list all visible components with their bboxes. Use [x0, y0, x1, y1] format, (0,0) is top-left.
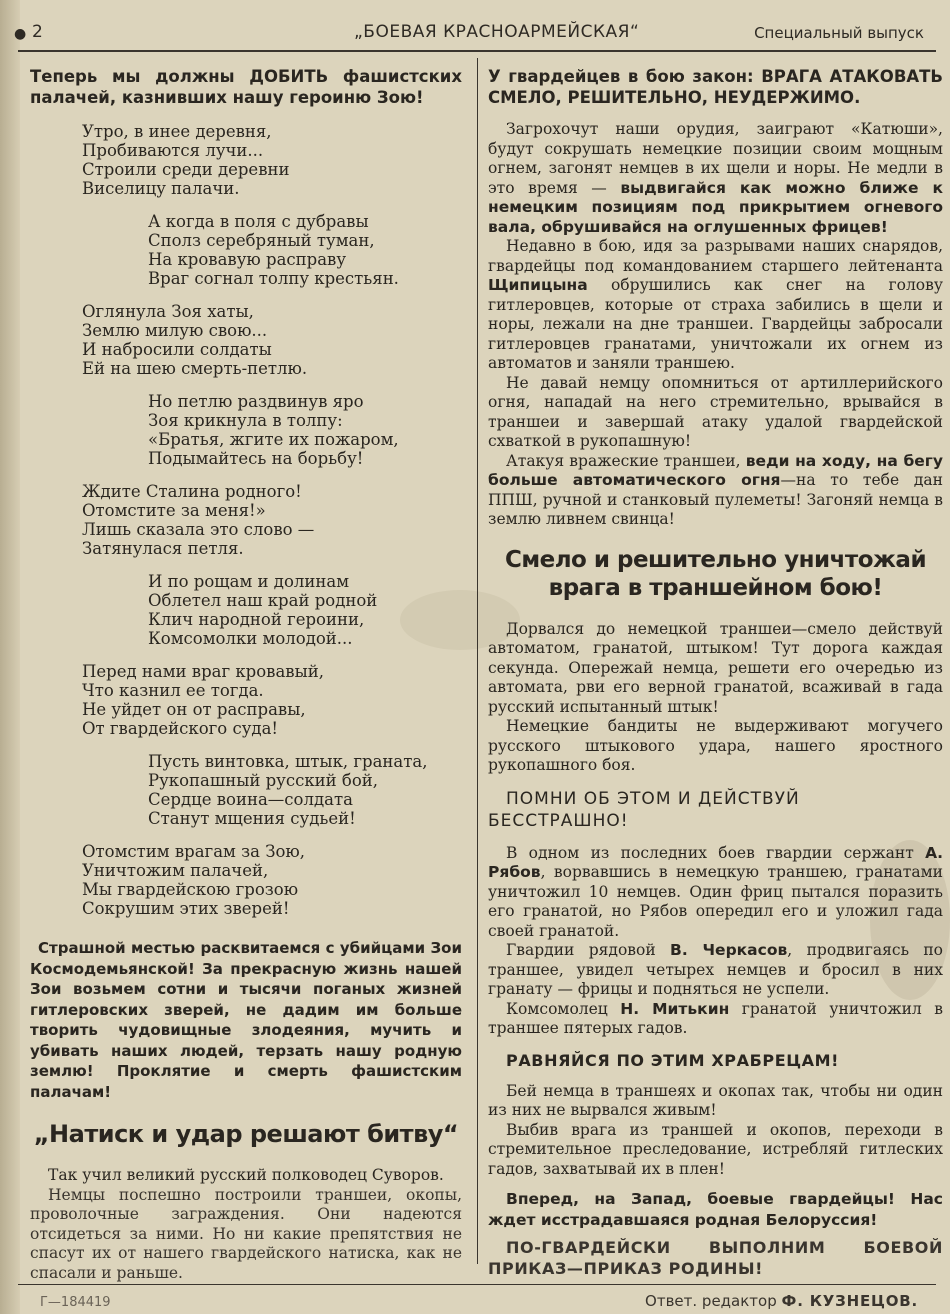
poem-stanza: Пусть винтовка, штык, граната, Рукопашный русский бой, Сердце воина—солдата Станут мщения судьей!	[148, 752, 428, 828]
poem-stanza: Утро, в инее деревня, Пробиваются лучи... Строили среди деревни Виселицу палачи.	[82, 122, 290, 198]
trench-headline-line: Смело и решительно уничтожай	[504, 546, 927, 573]
trench-headline	[488, 546, 943, 602]
forward-slogan: Вперед, на Запад, боевые гвардейцы! Нас ждет исстрадавшаяся родная Белоруссия!	[488, 1190, 943, 1229]
paragraph-text: Атакуя вражеские траншеи,	[506, 451, 746, 470]
paragraph-text: Недавно в бою, идя за разрывами наших снарядов, гвардейцы под командованием старшего лейтенанта	[488, 237, 943, 275]
poem-stanza: Оглянула Зоя хаты, Землю милую свою... И набросили солдаты Ей на шею смерть-петлю.	[82, 302, 308, 378]
suvorov-headline: „Натиск и удар решают битву“	[33, 1120, 459, 1148]
article-paragraph: Выбив врага из траншей и окопов, переходи в стремительное преследование, истребляй гитлеских гадов, захватывай их в плен!	[488, 1120, 943, 1178]
zoya-headline: Теперь мы должны ДОБИТЬ фашистских палачей, казнивших нашу героиню Зою!	[30, 67, 462, 107]
header-rule	[18, 50, 936, 52]
editor-credit	[645, 1292, 918, 1310]
article-paragraph: Не давай немцу опомниться от артиллерийского огня, нападай на него стремительно, врывайся в траншеи и завершай атаку удалой гвардейской схваткой в рукопашную!	[488, 373, 943, 450]
article-paragraph: Немецкие бандиты не выдерживают могучего русского штыкового удара, нашего яростного рукопашного боя.	[488, 717, 943, 774]
page-header	[14, 22, 934, 46]
paragraph-text: В одном из последних боев гвардии сержант	[506, 843, 926, 862]
poem-stanza: А когда в поля с дубравы Сполз серебряный туман, На кровавую расправу Враг согнал толпу крестьян.	[148, 212, 399, 288]
right-column	[488, 66, 943, 1279]
paragraph-text: обрушились как снег на голову гитлеровцев, которые от страха забились в щели и норы, лежали на дне траншеи. Гвардейцы забросали гитлеровцев гранатами, уничтожали их огнем из автоматов и заняли траншею.	[488, 276, 943, 372]
paragraph-text: , продвигаясь по траншее, увидел четырех немцев и бросил в них гранату — фрицы и подняться не успели.	[488, 941, 944, 998]
poem-stanza: Но петлю раздвинув яро Зоя крикнула в толпу: «Братья, жгите их пожаром, Подымайтесь на борьбу!	[148, 392, 399, 468]
editor-name: Ф. КУЗНЕЦОВ.	[781, 1292, 918, 1310]
article-paragraph: Дорвался до немецкой траншеи—смело действуй автоматом, гранатой, штыком! Тут дорога каждая секунда. Опережай немца, решети его очередью из автомата, рви его верной гранатой, всаживай в гада русский испытанный штык!	[488, 619, 943, 716]
paragraph-text: Комсомолец	[506, 999, 621, 1018]
paragraph-emphasis: выдвигайся как можно ближе к немецким позициям под прикрытием огневого вала, обрушивайся на оглушенных фрицев!	[488, 178, 944, 236]
poem-stanza: Перед нами враг кровавый, Что казнил ее тогда. Не уйдет он от расправы, От гвардейского суда!	[82, 662, 324, 738]
soldier-name: Щипицына	[488, 276, 588, 294]
poem-stanza: Отомстим врагам за Зою, Уничтожим палачей, Мы гвардейскою грозою Сокрушим этих зверей!	[82, 842, 306, 918]
revenge-paragraph: Страшной местью расквитаемся с убийцами Зои Космодемьянской! За прекрасную жизнь нашей Зои возьмем сотни и тысячи поганых жизней гитлеровских зверей, не дадим им больше творить чудовищные злодеяния, мучить и убивать наших людей, терзать нашу родную землю! Проклятие и смерть фашистским палачам!	[30, 939, 462, 1101]
remember-slogan: ПОМНИ ОБ ЭТОМ И ДЕЙСТВУЙ БЕССТРАШНО!	[488, 788, 800, 831]
editor-label: Ответ. редактор	[645, 1292, 782, 1310]
paragraph-text: Загрохочут наши орудия, заиграют «Катюши», будут сокрушать немецкие позиции своим мощным огнем, загонят немцев в их щели и норы. Не медли в это время —	[488, 120, 943, 197]
column-divider	[477, 58, 478, 1264]
poem-stanza: И по рощам и долинам Облетел наш край родной Клич народной героини, Комсомолки молодой...	[148, 572, 378, 648]
article-paragraph	[488, 452, 943, 530]
page-number: 2	[32, 22, 43, 42]
article-paragraph	[488, 120, 943, 237]
article-paragraph	[488, 1000, 943, 1039]
issue-label: Специальный выпуск	[754, 24, 924, 42]
article-paragraph	[488, 844, 943, 942]
bullet-icon: ●	[14, 26, 27, 42]
article-paragraph	[488, 941, 943, 1000]
paragraph-text: —на то тебе дан ППШ, ручной и станковый пулеметы! Загоняй немца в землю ливнем свинца!	[488, 471, 943, 528]
suvorov-paragraph: Немцы поспешно построили траншеи, окопы, проволочные заграждения. Они надеются отсидеться за ними. Но ни какие препятствия не спасут их от нашего гвардейского натиска, как не спасали и раньше.	[30, 1185, 462, 1282]
paragraph-text: Гвардии рядовой	[506, 941, 671, 959]
article-paragraph	[488, 237, 943, 374]
paragraph-emphasis: веди на ходу, на бегу больше автоматического огня	[488, 451, 943, 489]
footer-rule	[18, 1284, 936, 1285]
final-slogan: ПО-ГВАРДЕЙСКИ ВЫПОЛНИМ БОЕВОЙ ПРИКАЗ—ПРИКАЗ РОДИНЫ!	[488, 1238, 943, 1278]
article-paragraph: Бей немца в траншеях и окопах так, чтобы ни один из них не вырвался живым!	[488, 1081, 943, 1119]
guards-headline: У гвардейцев в бою закон: ВРАГА АТАКОВАТЬ СМЕЛО, РЕШИТЕЛЬНО, НЕУДЕРЖИМО.	[488, 67, 943, 107]
suvorov-paragraph: Так учил великий русский полководец Суворов.	[48, 1166, 444, 1184]
left-column	[30, 66, 462, 1283]
paragraph-text: , ворвавшись в немецкую траншею, гранатами уничтожил 10 немцев. Один фриц пытался поразить его гранатой, но Рябов опередил его и уложил гада своей гранатой.	[488, 863, 943, 940]
heroes-slogan: РАВНЯЙСЯ ПО ЭТИМ ХРАБРЕЦАМ!	[506, 1050, 840, 1070]
newspaper-title: „БОЕВАЯ КРАСНОАРМЕЙСКАЯ“	[354, 22, 640, 42]
paragraph-text: гранатой уничтожил в траншее пятерых гадов.	[488, 999, 943, 1037]
trench-headline-line: врага в траншейном бою!	[548, 574, 883, 601]
print-code: Г—184419	[40, 1295, 111, 1310]
soldier-name: А. Рябов	[488, 843, 943, 881]
poem-stanza: Ждите Сталина родного! Отомстите за меня!» Лишь сказала это слово — Затянулася петля.	[82, 482, 315, 558]
page-edge-shadow	[0, 0, 20, 1314]
soldier-name: Н. Митькин	[620, 999, 730, 1018]
soldier-name: В. Черкасов	[670, 941, 788, 959]
